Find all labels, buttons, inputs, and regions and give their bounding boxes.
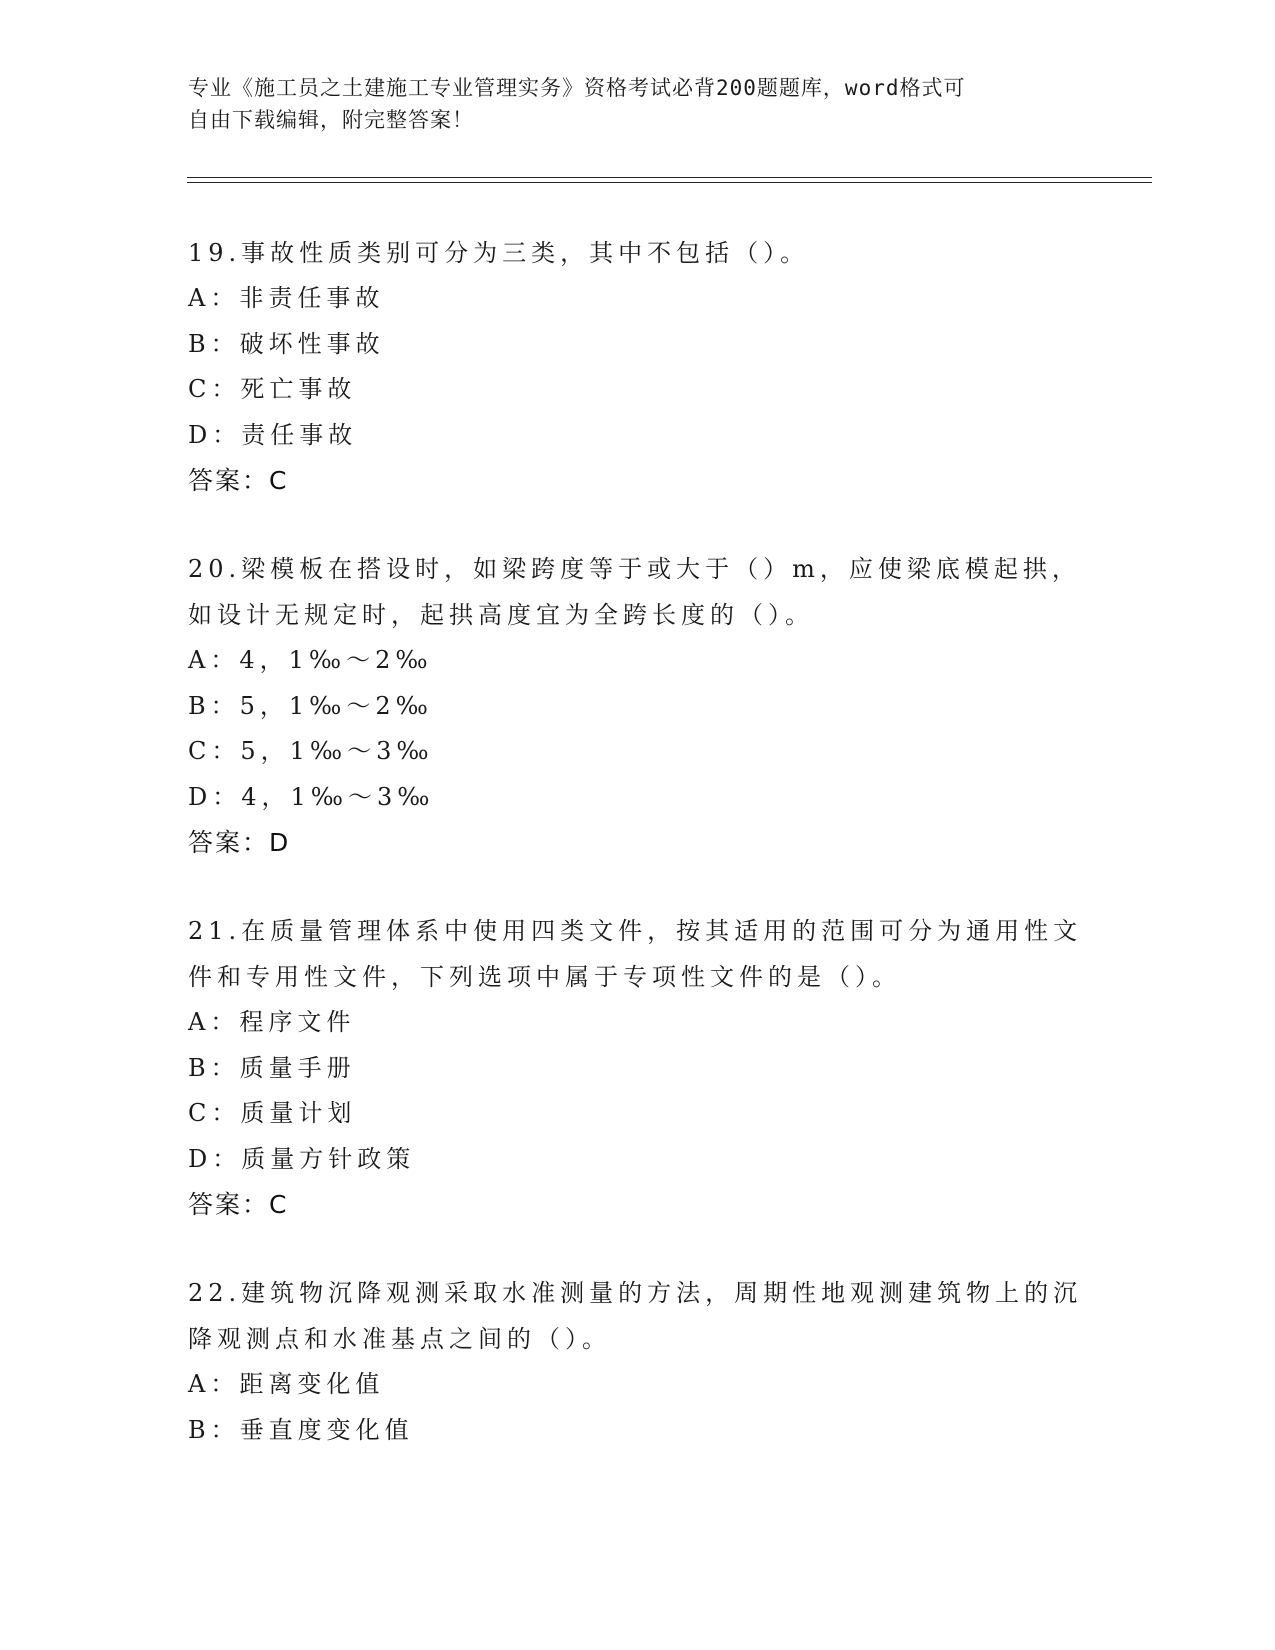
question-stem-line: 降观测点和水准基点之间的（）。 [188, 1325, 611, 1353]
answer-line: 答案：C [188, 466, 289, 495]
document-header [188, 72, 1068, 136]
question-stem-line: 22.建筑物沉降观测采取水准测量的方法，周期性地观测建筑物上的沉 [188, 1279, 1083, 1307]
question-stem-line: 件和专用性文件，下列选项中属于专项性文件的是（）。 [188, 963, 901, 991]
question-list [188, 230, 1088, 1495]
option-d: D：责任事故 [188, 420, 358, 449]
option-c: C：质量计划 [188, 1099, 357, 1127]
option-c: C：死亡事故 [188, 375, 357, 403]
header-divider-bottom [187, 182, 1152, 183]
option-b: B：质量手册 [188, 1053, 356, 1082]
option-b: B：垂直度变化值 [188, 1415, 414, 1444]
question-stem-line: 21.在质量管理体系中使用四类文件，按其适用的范围可分为通用性文 [188, 917, 1083, 945]
question-22 [188, 1270, 1088, 1453]
header-title-line-1: 专业《施工员之土建施工专业管理实务》资格考试必背200题题库，word格式可 [188, 76, 966, 100]
answer-line: 答案：D [188, 828, 291, 857]
option-b: B：破坏性事故 [188, 329, 385, 358]
option-c: C：5，1‰～3‰ [188, 737, 434, 765]
question-20 [188, 546, 1088, 866]
option-a: A：程序文件 [188, 1008, 356, 1036]
option-d: D：质量方针政策 [188, 1144, 416, 1173]
question-21 [188, 908, 1088, 1228]
option-a: A：4，1‰～2‰ [188, 646, 433, 674]
question-19 [188, 230, 1088, 504]
answer-line: 答案：C [188, 1190, 289, 1219]
option-b: B：5，1‰～2‰ [188, 691, 433, 720]
question-stem-line: 20.梁模板在搭设时，如梁跨度等于或大于（）m，应使梁底模起拱， [188, 555, 1081, 583]
option-a: A：距离变化值 [188, 1370, 385, 1398]
question-stem-line: 19.事故性质类别可分为三类，其中不包括（）。 [188, 239, 810, 267]
header-divider-top [187, 177, 1152, 178]
option-a: A：非责任事故 [188, 284, 385, 312]
question-stem-line: 如设计无规定时，起拱高度宜为全跨长度的（）。 [188, 601, 814, 629]
option-d: D：4，1‰～3‰ [188, 782, 435, 811]
header-title-line-2: 自由下载编辑，附完整答案！ [188, 108, 474, 132]
